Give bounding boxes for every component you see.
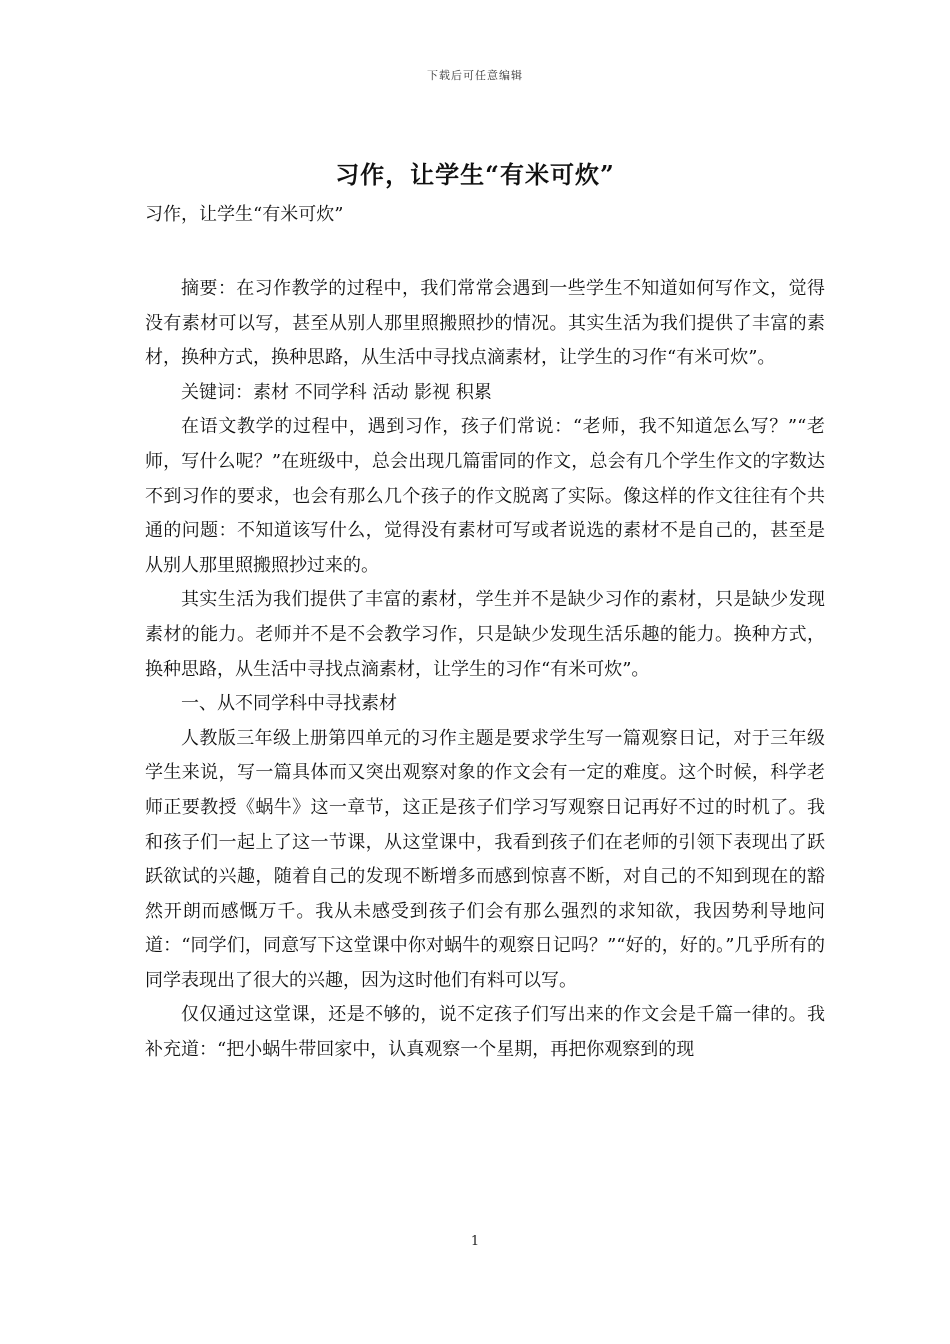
document-title: 习作，让学生“有米可炊” — [335, 160, 615, 189]
header-note: 下载后可任意编辑 — [427, 69, 523, 82]
body-paragraph: 在语文教学的过程中，遇到习作，孩子们常说：“老师，我不知道怎么写？”“老师，写什么呢？”在班级中，总会出现几篇雷同的作文，总会有几个学生作文的字数达不到习作的要求，也会有那么几个孩子的作文脱离了实际。像这样的作文往往有个共通的问题：不知道该写什么，觉得没有素材可写或者说选的素材不是自己的，甚至是从别人那里照搬照抄过来的。 — [145, 416, 825, 576]
body-paragraph: 人教版三年级上册第四单元的习作主题是要求学生写一篇观察日记，对于三年级学生来说，写一篇具体而又突出观察对象的作文会有一定的难度。这个时候，科学老师正要教授《蜗牛》这一章节，这正是孩子们学习写观察日记再好不过的时机了。我和孩子们一起上了这一节课，从这堂课中，我看到孩子们在老师的引领下表现出了跃跃欲试的兴趣，随着自己的发现不断增多而感到惊喜不断，对自己的不知到现在的豁然开朗而感慨万千。我从未感受到孩子们会有那么强烈的求知欲，我因势利导地问道：“同学们，同意写下这堂课中你对蜗牛的观察日记吗？”“好的，好的。”几乎所有的同学表现出了很大的兴趣，因为这时他们有料可以写。 — [145, 727, 825, 991]
section-heading: 一、从不同学科中寻找素材 — [181, 693, 397, 715]
body-paragraph: 仅仅通过这堂课，还是不够的，说不定孩子们写出来的作文会是千篇一律的。我补充道：“把小蜗牛带回家中，认真观察一个星期，再把你观察到的现 — [145, 1004, 825, 1061]
document-subtitle: 习作，让学生“有米可炊” — [145, 204, 344, 225]
abstract-paragraph: 摘要：在习作教学的过程中，我们常常会遇到一些学生不知道如何写作文，觉得没有素材可以写，甚至从别人那里照搬照抄的情况。其实生活为我们提供了丰富的素材，换种方式，换种思路，从生活中寻找点滴素材，让学生的习作“有米可炊”。 — [145, 278, 825, 369]
keywords-paragraph: 关键词：素材 不同学科 活动 影视 积累 — [181, 381, 492, 403]
document-body — [145, 272, 825, 1068]
page-number: 1 — [470, 1234, 480, 1249]
body-paragraph: 其实生活为我们提供了丰富的素材，学生并不是缺少习作的素材，只是缺少发现素材的能力。老师并不是不会教学习作，只是缺少发现生活乐趣的能力。换种方式，换种思路，从生活中寻找点滴素材，让学生的习作“有米可炊”。 — [145, 589, 825, 680]
